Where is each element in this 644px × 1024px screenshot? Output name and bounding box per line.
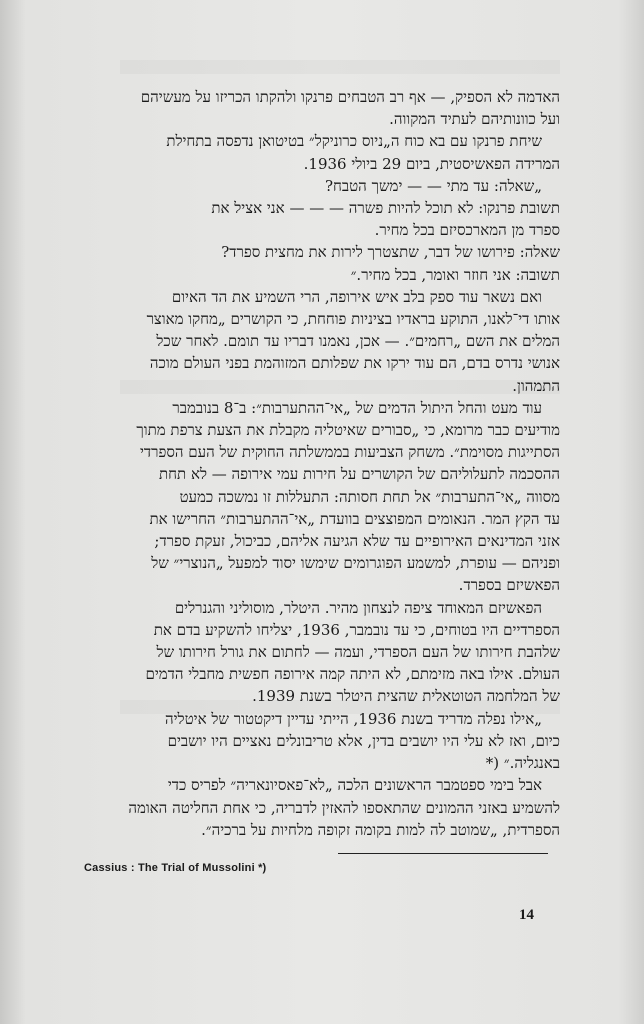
text-line: שיחת פרנקו עם בא כוח ה„ניוס כרוניקל״ בטיטואן נדפסה בתחילת (166, 132, 542, 151)
text-line: ועל כוונותיהם לעתיד המקווה. (389, 110, 560, 129)
text-line: „שאלה: עד מתי — — ימשך הטבח? (324, 176, 542, 195)
text-line: עד הקץ המר. הנאומים המפוצצים בוועדת „אי־ההתערבות״ החרישו את (149, 509, 560, 528)
text-line: אנושי נדרס בדם, הם עוד ירקו את שפלותם המזוהמת בפני העולם מוכה (149, 354, 560, 373)
text-line: הסתייגות מסוימת״. משחק הצביעות בממשלתה החוקית של העם הספרדי (139, 443, 560, 462)
text-line: ספרד מן המארכסיזם בכל מחיר. (374, 221, 560, 240)
text-line: אבל בימי ספטמבר הראשונים הלכה „לא־פאסיונאריה״ לפריס כדי (167, 776, 542, 795)
text-line: ופניהם — עופרת, למשמע הפוגרומים שימשו יסוד למפעל „הנוצרי״ של (151, 554, 560, 573)
text-line: שלהבת חירותו של העם הספרדי, ועמה — לחתום את גורל חירותו של (156, 643, 560, 662)
text-line: הספרדיים היו בטוחים, כי עד נובמבר, 1936, יצליחו להשקיע בדם את (153, 620, 560, 639)
text-line: האדמה לא הספיק, — אף רב הטבחים פרנקו ולהקתו הכריזו על מעשיהם (140, 88, 560, 106)
text-line: המרידה הפאשיסטית, ביום 29 ביולי 1936. (303, 154, 560, 173)
bleed-through (120, 60, 560, 74)
text-line: ואם נשאר עוד ספק בלב איש אירופה, הרי השמיע את הד האיום (171, 287, 542, 306)
text-line: כיום, ואז לא עלי היו יושבים בדין, אלא טריבונלים נאציים היו יושבים (167, 731, 560, 750)
text-line: העולם. אילו באה מזימתם, לא היתה קמה אירופה חפשית מחבלי הדמים (145, 665, 560, 684)
text-line: התמהון. (512, 376, 560, 395)
text-line: „אילו נפלה מדריד בשנת 1936, הייתי עדיין דיקטטור של איטליה (165, 709, 542, 728)
text-line: מסווה „אי־התערבות״ אל תחת חסותה: התעללות זו נמשכה כמעט (179, 487, 560, 506)
text-line: הספרדית, „שמוטב לה למות בקומה זקופה מלחיות על ברכיה״. (201, 820, 560, 839)
text-line: תשובת פרנקו: לא תוכל להיות פשרה — — — אני אציל את (211, 199, 560, 218)
hebrew-body-text (86, 86, 560, 841)
text-line: אותו די־לאנו, התוקע בראדיו בציניות פוחחת, כי הקושרים „מחקו מאוצר (146, 310, 560, 329)
page-number: 14 (519, 907, 534, 923)
footnote-divider (338, 853, 548, 854)
text-line: תשובה: אני חוזר ואומר, בכל מחיר.״ (350, 265, 560, 284)
text-line: באנגליה.״ (* (485, 754, 560, 773)
text-line: של המלחמה הטוטאלית שהצית היטלר בשנת 1939. (252, 687, 560, 706)
text-line: המלים את השם „רחמים״. — אכן, נאמנו דבריו עד תומם. לאחר שכל (156, 332, 560, 351)
text-line: מודיעים כבר מרומא, כי „סבורים שאיטליה מקבלת את הצעת צרפת מתוך (136, 421, 560, 440)
text-line: ההסכמה לתעלוליהם של הקושרים על חירות עמי אירופה — לא תחת (159, 465, 560, 484)
text-line: עוד מעט והחל היתול הדמים של „אי־ההתערבות״: ב־8 בנובמבר (172, 398, 542, 417)
text-line: להשמיע באזני ההמונים שהתאספו להאזין לדבריה, כי אחת החליטה האומה (128, 798, 560, 817)
footnote: Cassius : The Trial of Mussolini *) (84, 862, 267, 874)
text-line: שאלה: פירושו של דבר, שתצטרך לירות את מחצית ספרד? (221, 243, 560, 262)
text-line: הפאשיזם המאוחד ציפה לנצחון מהיר. היטלר, מוסוליני והגנרלים (174, 598, 542, 617)
text-line: אזני המדינאים האירופיים עד שלא הגיעה אליהם, כביכול, זעקת ספרד; (154, 532, 560, 551)
text-line: הפאשיזם בספרד. (458, 576, 560, 595)
